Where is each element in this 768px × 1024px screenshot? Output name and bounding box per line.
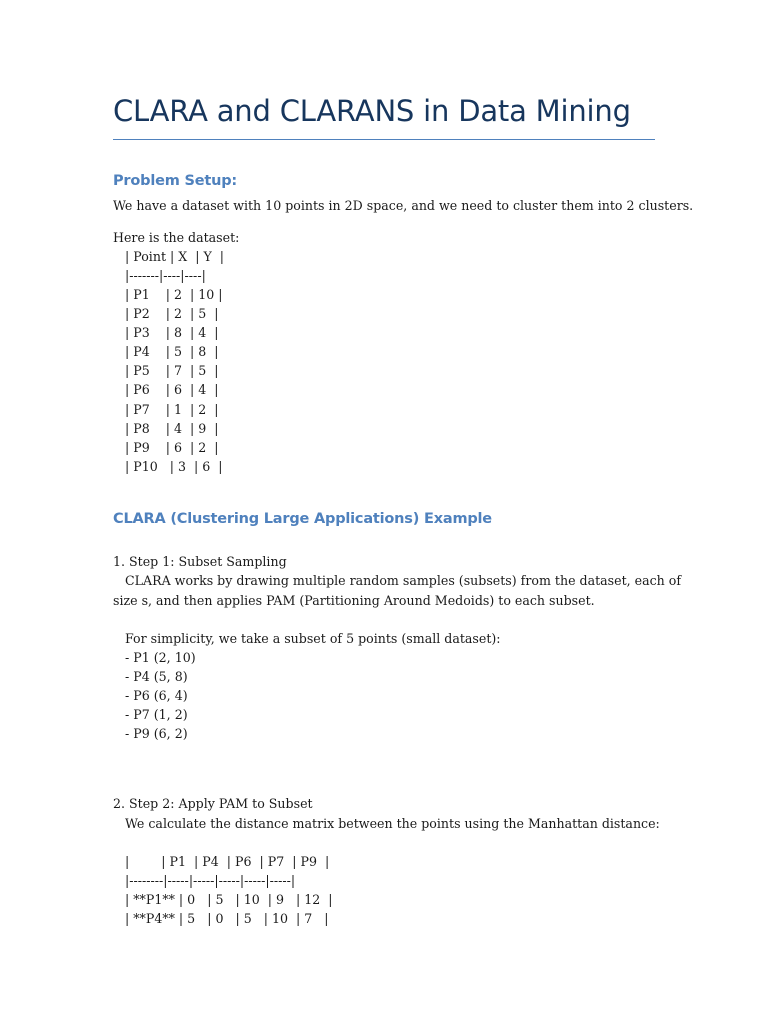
distance-table-row: | **P4** | 5 | 0 | 5 | 10 | 7 | <box>113 911 329 926</box>
dataset-table-row: | P10 | 3 | 6 | <box>113 459 223 474</box>
distance-table-row: | **P1** | 0 | 5 | 10 | 9 | 12 | <box>113 892 333 907</box>
dataset-table-row: | P7 | 1 | 2 | <box>113 402 219 417</box>
dataset-table-row: | P5 | 7 | 5 | <box>113 363 219 378</box>
text-line: Here is the dataset: <box>113 230 240 245</box>
text-line: CLARA works by drawing multiple random samples (subsets) from the dataset, each of <box>113 573 682 588</box>
step-title: 2. Step 2: Apply PAM to Subset <box>113 796 313 811</box>
heading-clara-example: CLARA (Clustering Large Applications) Example <box>113 511 492 527</box>
step-title: 1. Step 1: Subset Sampling <box>113 554 287 569</box>
distance-table-header: | | P1 | P4 | P6 | P7 | P9 | <box>113 854 330 869</box>
dataset-table-row: | P9 | 6 | 2 | <box>113 440 219 455</box>
dataset-table-row: | P4 | 5 | 8 | <box>113 344 219 359</box>
list-item: - P1 (2, 10) <box>113 650 196 665</box>
distance-table-separator: |--------|-----|-----|-----|-----|-----| <box>113 873 296 888</box>
dataset-table-row: | P6 | 6 | 4 | <box>113 382 219 397</box>
list-item: - P4 (5, 8) <box>113 669 188 684</box>
dataset-table-separator: |-------|----|----| <box>113 268 206 283</box>
dataset-table-row: | P8 | 4 | 9 | <box>113 421 219 436</box>
list-item: - P6 (6, 4) <box>113 688 188 703</box>
dataset-table-row: | P2 | 2 | 5 | <box>113 306 219 321</box>
title-divider <box>113 139 655 140</box>
dataset-table-header: | Point | X | Y | <box>113 249 225 264</box>
text-line: We have a dataset with 10 points in 2D space, and we need to cluster them into 2 clusters. <box>113 198 694 213</box>
document-title: CLARA and CLARANS in Data Mining <box>113 94 631 128</box>
list-item: - P7 (1, 2) <box>113 707 188 722</box>
text-line: size s, and then applies PAM (Partitioning Around Medoids) to each subset. <box>113 593 595 608</box>
heading-problem-setup: Problem Setup: <box>113 173 237 189</box>
text-line: For simplicity, we take a subset of 5 points (small dataset): <box>113 631 501 646</box>
dataset-table-row: | P1 | 2 | 10 | <box>113 287 223 302</box>
text-line: We calculate the distance matrix between the points using the Manhattan distance: <box>113 816 660 831</box>
list-item: - P9 (6, 2) <box>113 726 188 741</box>
dataset-table-row: | P3 | 8 | 4 | <box>113 325 219 340</box>
